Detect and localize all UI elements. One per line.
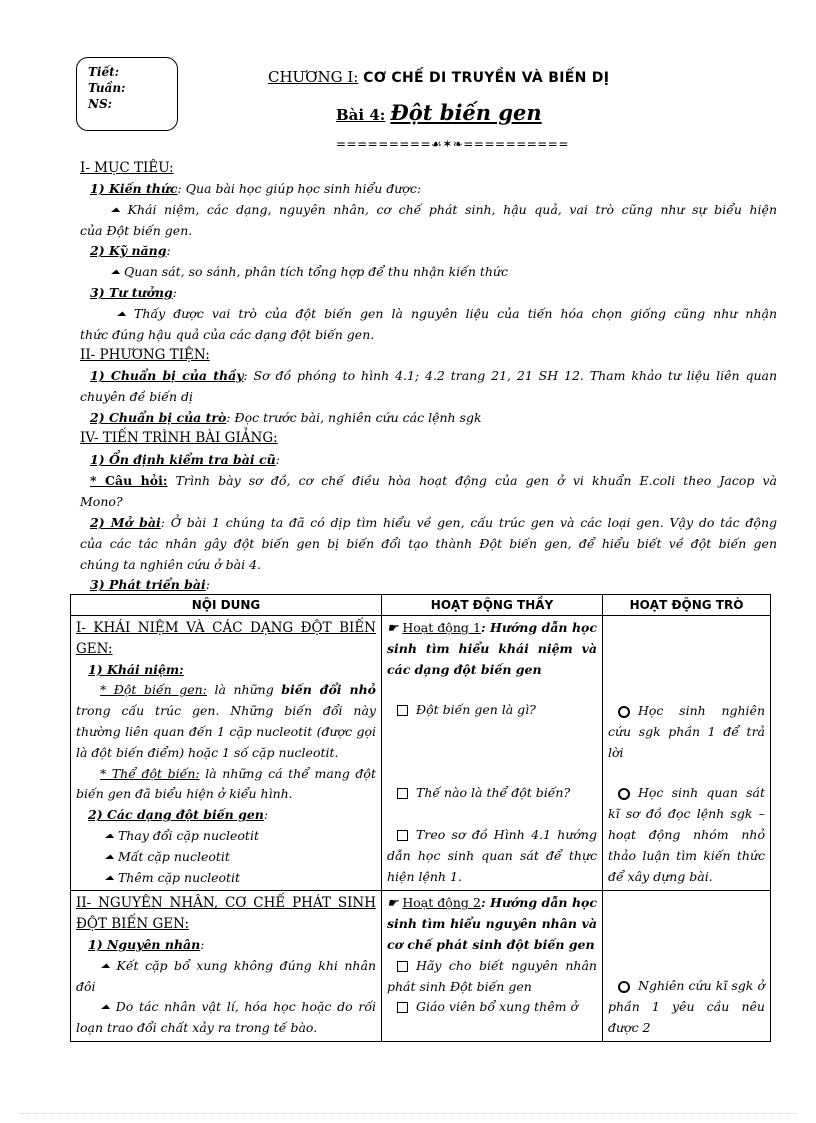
table-row [71, 616, 771, 891]
attitude-label: 3) Tư tưởng [90, 285, 173, 300]
table-header-row [71, 595, 771, 616]
teacher-question-5: Giáo viên bổ xung thêm ở [387, 997, 597, 1018]
ns-label: NS: [88, 97, 113, 111]
circle-bullet-icon [618, 788, 630, 800]
checkbox-icon [397, 830, 408, 841]
intro-line-3: chúng ta nghiên cứu ở bài 4. [80, 557, 262, 572]
activity-2-heading: ☛ Hoạt động 2: Hướng dẫn học sinh tìm hiểu nguyên nhân và cơ chế phát sinh đột biến gen [387, 895, 597, 952]
intro-line-2: của các tác nhân gây đột biến gen bị biến đổi tạo thành Đột biến gen, để hiểu biết về đột biến gen [80, 536, 777, 551]
table-row [71, 891, 771, 1042]
student-answer-1: Học sinh nghiên cứu sgk phần 1 để trả lời [608, 703, 765, 760]
tiet-label: Tiết: [88, 65, 120, 79]
pointing-hand-icon: ☛ [387, 895, 399, 911]
student-prep-line: 2) Chuẩn bị của trò: Đọc trước bài, nghiên cứu các lệnh sgk [90, 410, 482, 425]
question-line-2: Mono? [80, 494, 123, 509]
page-bottom-rule [20, 1113, 796, 1114]
teacher-prep-line: 1) Chuẩn bị của thầy: Sơ đồ phóng to hình 4.1; 4.2 trang 21, 21 SH 12. Tham khảo tư liệu liên quan [90, 368, 777, 383]
teacher-question-3: Treo sơ đồ Hình 4.1 hướng dẫn học sinh quan sát để thực hiện lệnh 1. [387, 826, 597, 884]
teacher-cell-2 [382, 891, 603, 1042]
intro-label: 2) Mở bài [90, 515, 161, 530]
knowledge-line: 1) Kiến thức: Qua bài học giúp học sinh hiểu được: [90, 181, 422, 196]
attitude-line: 3) Tư tưởng: [90, 285, 177, 300]
header-content: NỘI DUNG [71, 595, 382, 616]
knowledge-label: 1) Kiến thức [90, 181, 178, 196]
section-process-title: IV- TIẾN TRÌNH BÀI GIẢNG: [80, 430, 278, 446]
list-item: ⏶ Kết cặp bổ xung không đúng khi nhân đôi [76, 957, 376, 994]
content-cell-2 [71, 891, 382, 1042]
mutation-types-heading: 2) Các dạng đột biến gen: [88, 807, 269, 823]
teacher-question-4: Hãy cho biết nguyên nhân phát sinh Đột biến gen [387, 957, 597, 994]
gene-mutation-definition: * Đột biến gen: là những biến đổi nhỏ trong cấu trúc gen. Những biến đổi này thường liên quan đến 1 cặp nucleotit (được gọi là đột biến điểm) hoặc 1 số cặp nucleotit. [76, 682, 376, 760]
teacher-prep-line-2: chuyên đề biến dị [80, 389, 193, 404]
teacher-cell-1 [382, 616, 603, 891]
tuan-label: Tuần: [88, 81, 126, 95]
chapter-prefix: CHƯƠNG I: [268, 68, 359, 86]
list-item: ⏶ Thay đổi cặp nucleotit [104, 827, 259, 843]
lesson-info-box [76, 57, 178, 131]
cause-heading: 1) Nguyên nhân: [88, 936, 205, 952]
ornament-divider: =========☙✶❧========== [336, 137, 569, 151]
intro-line: 2) Mở bài: Ở bài 1 chúng ta đã có dịp tìm hiểu về gen, cấu trúc gen và các loại gen. Vậy do tác động [90, 515, 778, 530]
section-objectives-title: I- MỤC TIÊU: [80, 160, 174, 176]
circle-bullet-icon [618, 706, 630, 718]
row1-title: I- KHÁI NIỆM VÀ CÁC DẠNG ĐỘT BIẾN GEN: [76, 620, 376, 657]
header-student-activity: HOẠT ĐỘNG TRÒ [603, 595, 771, 616]
checkbox-icon [397, 961, 408, 972]
develop-label: 3) Phát triển bài [90, 577, 206, 592]
activity-1-heading: ☛ Hoạt động 1: Hướng dẫn học sinh tìm hiểu khái niệm và các dạng đột biến gen [387, 620, 597, 677]
content-cell-1 [71, 616, 382, 891]
mutant-definition: * Thể đột biến: là những cá thể mang đột biến gen đã biểu hiện ở kiểu hình. [76, 765, 376, 802]
list-item: ⏶ Mất cặp nucleotit [104, 848, 230, 864]
row2-title: II- NGUYÊN NHÂN, CƠ CHẾ PHÁT SINH ĐỘT BIẾN GEN: [76, 895, 376, 933]
question-line: * Câu hỏi: Trình bày sơ đồ, cơ chế điều hòa hoạt động của gen ở vi khuẩn E.coli theo Jacop và [90, 473, 777, 488]
chapter-title: CƠ CHẾ DI TRUYỀN VÀ BIẾN DỊ [363, 70, 610, 86]
skill-line: 2) Kỹ năng: [90, 243, 171, 258]
lesson-title [336, 100, 542, 125]
definition-heading: 1) Khái niệm: [88, 661, 184, 677]
student-answer-3: Nghiên cứu kĩ sgk ở phần 1 yêu cầu nêu được 2 [608, 978, 765, 1035]
teacher-question-2: Thế nào là thể đột biến? [387, 783, 597, 804]
develop-line: 3) Phát triển bài: [90, 577, 210, 592]
chapter-heading [268, 68, 609, 86]
knowledge-bullet-2: của Đột biến gen. [80, 223, 193, 238]
skill-bullet: ⏶ Quan sát, so sánh, phân tích tổng hợp để thu nhận kiến thức [110, 264, 508, 279]
checkbox-icon [397, 1002, 408, 1013]
checkbox-icon [397, 705, 408, 716]
attitude-bullet-1: ⏶ Thấy được vai trò của đột biến gen là nguyên liệu của tiến hóa chọn giống cũng như nhận [116, 306, 777, 321]
student-answer-2: Học sinh quan sát kĩ sơ đồ đọc lệnh sgk – hoạt động nhóm nhỏ thảo luận tìm kiến thức để xây dựng bài. [608, 785, 765, 884]
teacher-prep-label: 1) Chuẩn bị của thầy [90, 368, 244, 383]
student-cell-2 [603, 891, 771, 1042]
list-item: ⏶ Thêm cặp nucleotit [104, 869, 241, 885]
student-cell-1 [603, 616, 771, 891]
teacher-question-1: Đột biến gen là gì? [387, 700, 597, 721]
skill-label: 2) Kỹ năng [90, 243, 167, 258]
attitude-bullet-2: thức đúng hậu quả của các dạng đột biến gen. [80, 327, 375, 342]
section-materials-title: II- PHƯƠNG TIỆN: [80, 347, 210, 363]
pointing-hand-icon: ☛ [387, 620, 399, 635]
question-label: * Câu hỏi: [90, 473, 168, 488]
knowledge-bullet-1: ⏶ Khái niệm, các dạng, nguyên nhân, cơ chế phát sinh, hậu quả, vai trò cũng như sự biểu hiện [110, 202, 777, 217]
lesson-name: Đột biến gen [390, 100, 542, 125]
stabilize-line: 1) Ổn định kiểm tra bài cũ: [90, 452, 280, 467]
circle-bullet-icon [618, 981, 630, 993]
stabilize-label: 1) Ổn định kiểm tra bài cũ [90, 452, 276, 467]
list-item: ⏶ Do tác nhân vật lí, hóa học hoặc do rối loạn trao đổi chất xảy ra trong tế bào. [76, 999, 376, 1036]
student-prep-label: 2) Chuẩn bị của trò [90, 410, 227, 425]
checkbox-icon [397, 788, 408, 799]
header-teacher-activity: HOẠT ĐỘNG THẦY [382, 595, 603, 616]
lesson-number: Bài 4: [336, 106, 386, 124]
lesson-activity-table [70, 594, 771, 1042]
